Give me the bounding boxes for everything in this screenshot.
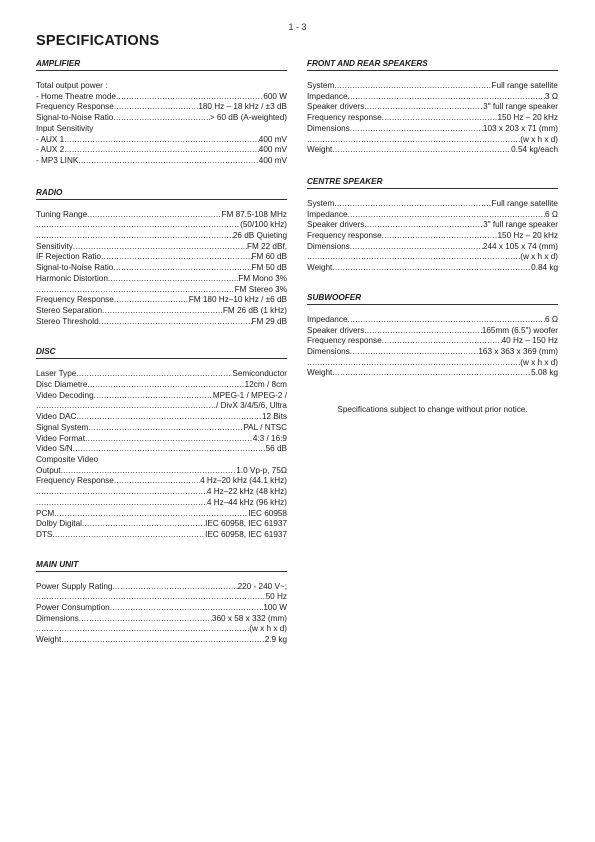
spec-label: Dimensions	[307, 346, 350, 356]
dot-leader	[76, 369, 232, 380]
section-heading: CENTRE SPEAKER	[307, 177, 558, 189]
dot-leader	[348, 92, 546, 103]
spec-row	[36, 635, 287, 646]
spec-row	[36, 113, 287, 124]
spec-value: (w x h x d)	[520, 252, 558, 262]
spec-value: 360 x 58 x 332 (mm)	[211, 613, 287, 623]
dot-leader	[116, 92, 263, 103]
dot-leader	[364, 102, 483, 113]
section-heading: SUBWOOFER	[307, 293, 558, 305]
spec-row	[36, 509, 287, 520]
spec-row	[307, 135, 558, 146]
spec-row	[307, 315, 558, 326]
spec-value: FM 22 dBf,	[246, 241, 287, 251]
spec-row	[307, 326, 558, 337]
spec-value: 163 x 363 x 369 (mm)	[478, 346, 558, 356]
dot-leader	[114, 295, 189, 306]
spec-row	[307, 242, 558, 253]
dot-leader	[350, 242, 483, 253]
spec-value: (50/100 kHz)	[240, 220, 287, 230]
spec-row	[36, 252, 287, 263]
dot-leader	[88, 423, 243, 434]
spec-value: 56 dB	[265, 444, 287, 454]
spec-row	[307, 199, 558, 210]
spec-row	[36, 519, 287, 530]
spec-value: 165mm (6.5") woofer	[481, 325, 558, 335]
dot-leader	[334, 199, 491, 210]
spec-label: Signal System	[36, 422, 89, 432]
spec-label: - AUX 2	[36, 145, 65, 155]
spec-label: Tuning Range	[36, 209, 88, 219]
spec-value: 180 Hz – 18 kHz / ±3 dB	[198, 102, 287, 112]
spec-row	[36, 285, 287, 296]
spec-label: Weight	[307, 263, 333, 273]
section-heading: MAIN UNIT	[36, 560, 287, 572]
spec-label: Speaker drivers	[307, 220, 365, 230]
dot-leader	[334, 81, 491, 92]
spec-value: (w x h x d)	[520, 357, 558, 367]
spec-value: IEC 60958, IEC 61937	[205, 529, 287, 539]
spec-row	[36, 295, 287, 306]
dot-leader	[36, 220, 240, 231]
main-unit-section	[36, 560, 287, 646]
front-rear-speakers-section	[307, 59, 558, 156]
spec-row	[36, 317, 287, 328]
spec-value: 2.9 kg	[264, 635, 287, 645]
spec-value: 40 Hz – 150 Hz	[501, 336, 558, 346]
spec-rows	[307, 199, 558, 274]
spec-row	[36, 476, 287, 487]
dot-leader	[332, 368, 531, 379]
spec-label: Sensitivity	[36, 241, 73, 251]
dot-leader	[102, 306, 223, 317]
spec-label: Weight	[36, 635, 62, 645]
spec-row	[36, 603, 287, 614]
disc-section	[36, 347, 287, 540]
spec-value: 0.54 kg/each	[511, 145, 558, 155]
spec-label: Impedance	[307, 209, 348, 219]
spec-value: Full range satellite	[491, 198, 558, 208]
spec-label: Dimensions	[307, 241, 350, 251]
spec-value: FM 180 Hz–10 kHz / ±6 dB	[188, 295, 287, 305]
spec-row	[307, 145, 558, 156]
spec-row	[307, 368, 558, 379]
spec-row	[36, 614, 287, 625]
dot-leader	[113, 113, 209, 124]
dot-leader	[36, 285, 235, 296]
spec-row	[307, 210, 558, 221]
spec-label: Input Sensitivity	[36, 123, 94, 133]
spec-row	[36, 391, 287, 402]
spec-label: Video DAC	[36, 412, 77, 422]
dot-leader	[307, 252, 520, 263]
spec-label: Weight	[307, 145, 333, 155]
spec-label: Dimensions	[307, 123, 350, 133]
spec-label: Frequency response	[307, 113, 382, 123]
right-column	[307, 59, 558, 415]
dot-leader	[36, 487, 207, 498]
spec-value: FM Mono 3%	[238, 273, 287, 283]
spec-row	[36, 242, 287, 253]
spec-row	[36, 81, 287, 92]
spec-value: (w x h x d)	[249, 624, 287, 634]
dot-leader	[113, 263, 251, 274]
spec-row	[36, 231, 287, 242]
spec-value: 0.84 kg	[531, 263, 558, 273]
page-number: 1 - 3	[288, 22, 307, 32]
spec-value: IEC 60958	[248, 508, 287, 518]
spec-label: - MP3 LINK	[36, 155, 79, 165]
spec-label: Video S/N	[36, 444, 73, 454]
spec-row	[36, 624, 287, 635]
dot-leader	[36, 624, 249, 635]
dot-leader	[64, 135, 259, 146]
spec-row	[307, 124, 558, 135]
spec-value: FM 50 dB	[251, 263, 287, 273]
dot-leader	[348, 210, 546, 221]
spec-row	[36, 380, 287, 391]
spec-value: 3" full range speaker	[483, 220, 558, 230]
spec-rows	[36, 81, 287, 167]
dot-leader	[99, 317, 252, 328]
spec-rows	[36, 369, 287, 540]
spec-row	[307, 81, 558, 92]
spec-row	[36, 412, 287, 423]
spec-row	[36, 306, 287, 317]
spec-value: 4 Hz–22 kHz (48 kHz)	[206, 487, 287, 497]
spec-row	[36, 369, 287, 380]
dot-leader	[36, 401, 216, 412]
spec-row	[307, 347, 558, 358]
spec-label: Dimensions	[36, 613, 79, 623]
left-column	[36, 59, 287, 646]
dot-leader	[382, 113, 498, 124]
dot-leader	[94, 391, 213, 402]
spec-value: 12cm / 8cm	[244, 380, 287, 390]
spec-label: Frequency Response	[36, 295, 114, 305]
dot-leader	[79, 614, 212, 625]
spec-row	[36, 220, 287, 231]
spec-row	[307, 92, 558, 103]
spec-value: 1.0 Vp-p, 75Ω	[236, 465, 287, 475]
spec-row	[36, 145, 287, 156]
dot-leader	[36, 231, 233, 242]
spec-label: Stereo Threshold	[36, 316, 99, 326]
dot-leader	[76, 412, 262, 423]
spec-label: Total output power :	[36, 81, 108, 90]
spec-label: Harmonic Distortion	[36, 273, 108, 283]
spec-value: FM 87.5-108 MHz	[221, 209, 287, 219]
spec-row	[307, 231, 558, 242]
spec-row	[36, 455, 287, 466]
spec-row	[36, 124, 287, 135]
spec-label: Speaker drivers	[307, 325, 365, 335]
spec-row	[36, 530, 287, 541]
dot-leader	[85, 434, 253, 445]
spec-value: FM 60 dB	[251, 252, 287, 262]
spec-row	[36, 444, 287, 455]
dot-leader	[87, 210, 221, 221]
spec-value: PAL / NTSC	[243, 422, 287, 432]
dot-leader	[61, 635, 264, 646]
spec-label: DTS	[36, 529, 53, 539]
dot-leader	[307, 135, 520, 146]
dot-leader	[364, 220, 483, 231]
spec-value: 220 - 240 V~;	[237, 581, 287, 591]
spec-row	[307, 113, 558, 124]
dot-leader	[114, 476, 200, 487]
spec-label: Video Decoding	[36, 390, 94, 400]
spec-row	[36, 156, 287, 167]
spec-rows	[307, 81, 558, 156]
dot-leader	[348, 315, 546, 326]
spec-row	[36, 263, 287, 274]
spec-label: System	[307, 81, 335, 90]
dot-leader	[36, 592, 266, 603]
dot-leader	[332, 263, 531, 274]
spec-row	[36, 487, 287, 498]
dot-leader	[61, 466, 237, 477]
spec-row	[307, 252, 558, 263]
dot-leader	[87, 380, 244, 391]
spec-value: 4:3 / 16:9	[252, 433, 287, 443]
spec-value: 600 W	[263, 91, 287, 101]
spec-label: - Home Theatre mode	[36, 91, 116, 101]
spec-row	[36, 92, 287, 103]
spec-value: IEC 60958, IEC 61937	[205, 519, 287, 529]
spec-label: - AUX 1	[36, 134, 65, 144]
spec-value: FM Stereo 3%	[234, 284, 287, 294]
spec-label: Impedance	[307, 91, 348, 101]
dot-leader	[382, 336, 502, 347]
subwoofer-section	[307, 293, 558, 379]
spec-label: PCM	[36, 508, 55, 518]
spec-rows	[307, 315, 558, 379]
dot-leader	[73, 444, 266, 455]
spec-value: 400 mV	[258, 145, 287, 155]
spec-rows	[36, 582, 287, 646]
spec-row	[36, 210, 287, 221]
dot-leader	[108, 274, 238, 285]
spec-row	[36, 135, 287, 146]
spec-row	[307, 220, 558, 231]
spec-label: Speaker drivers	[307, 102, 365, 112]
spec-value: 6 Ω	[545, 209, 558, 219]
dot-leader	[350, 124, 483, 135]
spec-value: Full range satellite	[491, 81, 558, 90]
spec-value: 3 Ω	[545, 91, 558, 101]
spec-row	[36, 582, 287, 593]
spec-value: FM 29 dB	[251, 316, 287, 326]
spec-row	[307, 358, 558, 369]
spec-label: Signal-to-Noise Ratio	[36, 263, 114, 273]
dot-leader	[382, 231, 498, 242]
spec-label: Signal-to-Noise Ratio	[36, 113, 114, 123]
dot-leader	[82, 519, 205, 530]
spec-value: FM 26 dB (1 kHz)	[222, 305, 287, 315]
spec-value: 5.08 kg	[531, 368, 558, 378]
dot-leader	[73, 242, 247, 253]
spec-value: 400 mV	[258, 155, 287, 165]
spec-value: 3" full range speaker	[483, 102, 558, 112]
dot-leader	[364, 326, 481, 337]
spec-label: Video Format	[36, 433, 85, 443]
dot-leader	[36, 498, 207, 509]
dot-leader	[64, 145, 259, 156]
spec-row	[307, 263, 558, 274]
spec-label: Power Consumption	[36, 603, 110, 613]
spec-rows	[36, 210, 287, 328]
spec-label: Composite Video	[36, 454, 99, 464]
spec-label: Impedance	[307, 314, 348, 324]
page-title: SPECIFICATIONS	[36, 33, 160, 49]
spec-label: Disc Diametre	[36, 380, 88, 390]
amplifier-section	[36, 59, 287, 167]
spec-label: Output	[36, 465, 61, 475]
spec-label: Dolby Digital	[36, 519, 82, 529]
spec-value: 12 Bits	[261, 412, 287, 422]
spec-row	[36, 592, 287, 603]
spec-row	[36, 423, 287, 434]
spec-row	[36, 466, 287, 477]
dot-leader	[78, 156, 258, 167]
section-heading: FRONT AND REAR SPEAKERS	[307, 59, 558, 71]
section-heading: RADIO	[36, 188, 287, 200]
dot-leader	[307, 358, 520, 369]
spec-label: IF Rejection Ratio	[36, 252, 102, 262]
spec-label: Power Supply Rating	[36, 581, 113, 591]
spec-label: Frequency Response	[36, 102, 114, 112]
dot-leader	[110, 603, 264, 614]
spec-label: Frequency response	[307, 336, 382, 346]
radio-section	[36, 188, 287, 328]
spec-label: Weight	[307, 368, 333, 378]
spec-row	[36, 274, 287, 285]
spec-value: Semiconductor	[232, 369, 287, 379]
dot-leader	[52, 530, 205, 541]
dot-leader	[114, 102, 198, 113]
spec-value: 100 W	[263, 603, 287, 613]
spec-value: 4 Hz–20 kHz (44.1 kHz)	[200, 476, 287, 486]
spec-row	[36, 401, 287, 412]
spec-row	[307, 336, 558, 347]
dot-leader	[350, 347, 479, 358]
spec-value: 150 Hz – 20 kHz	[497, 113, 558, 123]
spec-value: 103 x 203 x 71 (mm)	[482, 123, 558, 133]
dot-leader	[112, 582, 237, 593]
spec-row	[36, 434, 287, 445]
spec-value: > 60 dB (A-weighted)	[209, 113, 287, 123]
spec-label: Frequency response	[307, 231, 382, 241]
spec-label: Stereo Separation	[36, 305, 102, 315]
section-heading: DISC	[36, 347, 287, 359]
spec-value: 26 dB Quieting	[232, 231, 287, 241]
spec-row	[307, 102, 558, 113]
spec-row	[36, 102, 287, 113]
spec-value: MPEG-1 / MPEG-2 /	[212, 390, 287, 400]
spec-value: 4 Hz–44 kHz (96 kHz)	[206, 497, 287, 507]
spec-value: 244 x 105 x 74 (mm)	[482, 241, 558, 251]
dot-leader	[54, 509, 248, 520]
spec-label: Frequency Response	[36, 476, 114, 486]
dot-leader	[332, 145, 511, 156]
disclaimer-note: Specifications subject to change without prior notice.	[337, 405, 528, 415]
spec-value: 150 Hz – 20 kHz	[497, 231, 558, 241]
centre-speaker-section	[307, 177, 558, 274]
spec-value: 50 Hz	[265, 592, 287, 602]
spec-row	[36, 498, 287, 509]
spec-label: Laser Type	[36, 369, 77, 379]
spec-value: 6 Ω	[545, 314, 558, 324]
spec-value: (w x h x d)	[520, 134, 558, 144]
section-heading: AMPLIFIER	[36, 59, 287, 71]
dot-leader	[101, 252, 251, 263]
spec-label: System	[307, 198, 335, 208]
spec-value: 400 mV	[258, 134, 287, 144]
spec-value: / DivX 3/4/5/6, Ultra	[216, 401, 287, 411]
